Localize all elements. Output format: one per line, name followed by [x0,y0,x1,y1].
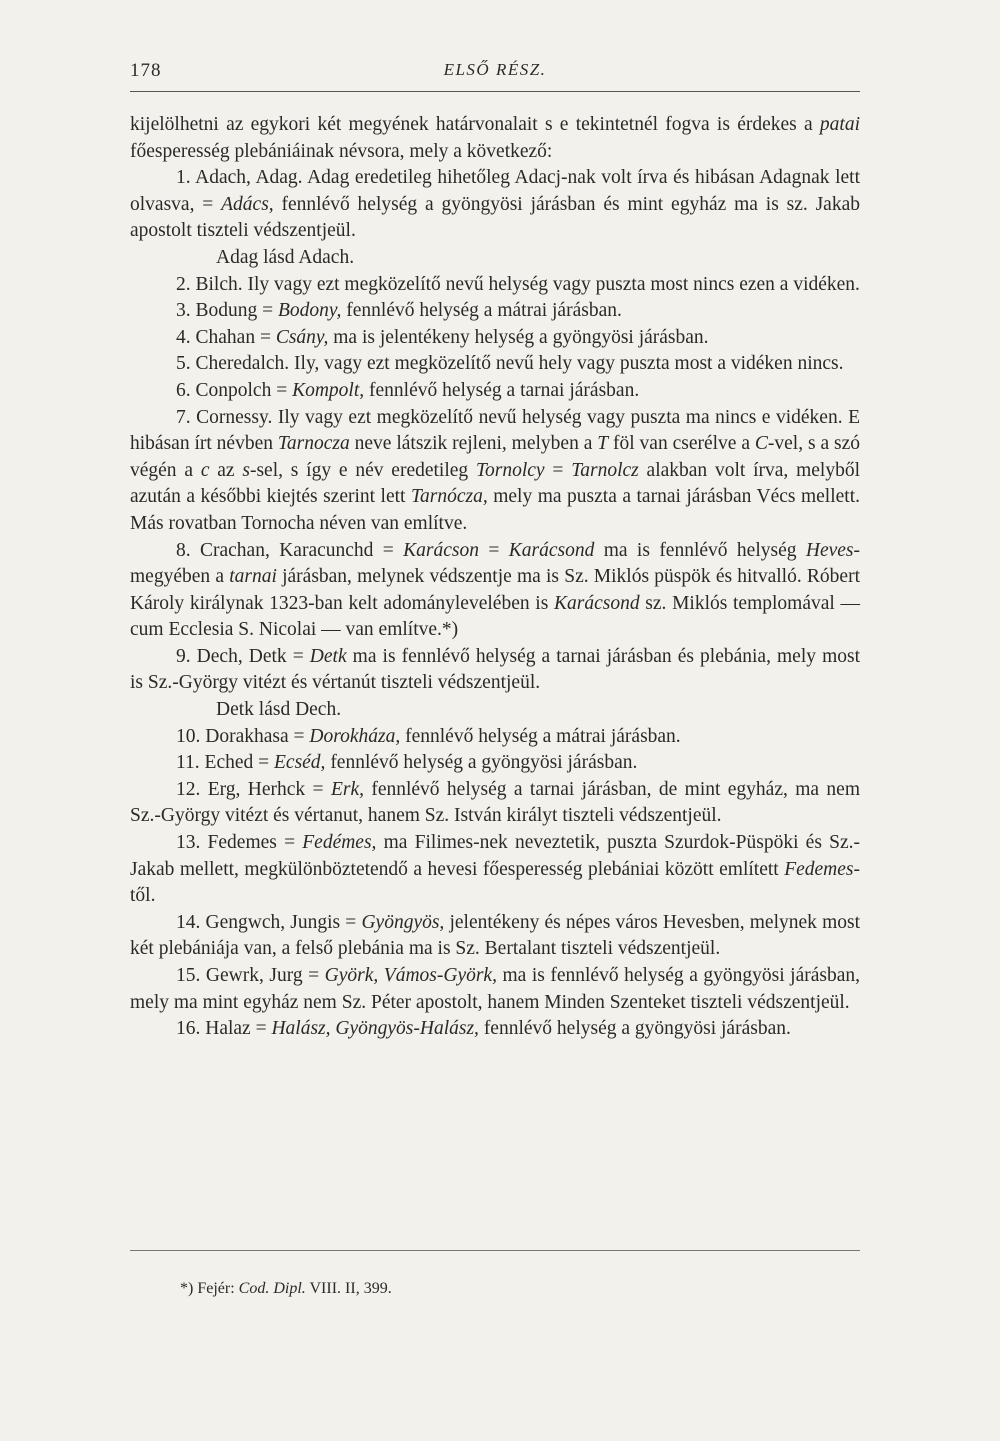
entry-3 [130,298,860,325]
italic-text-run: Bodony, [278,300,342,322]
entry-11 [130,750,860,777]
text-run: jelentékeny és népes város Hevesben, melynek most két plebániája van, a felső plebánia ma is Sz. Bertalant tiszteli védszentjeül. [130,911,860,960]
text-run: alakban volt írva, melyből azután a későbbi kiejtés szerint lett [130,459,861,508]
italic-text-run: Karácson [403,539,480,561]
entry-14 [130,910,860,963]
text-run: föl van cserélve a [608,433,755,455]
text-run: fennlévő helység a tarnai járásban, de mint egyház, ma nem Sz.-György vitézt és vértanut, hanem Sz. István királyt tiszteli védszentjeül. [130,778,861,827]
italic-text-run: Heves- [805,539,860,561]
italic-text-run: Tarnócza, [410,486,488,508]
footnote-rule [130,1250,860,1251]
italic-text-run: Cod. Dipl. [238,1280,306,1297]
italic-text-run: Karácsond [553,592,640,614]
entry-8 [130,538,860,644]
text-run: 14. Gengwch, Jungis = [176,911,362,933]
text-run: -vel, s a szó végén a [130,433,860,481]
text-run: 3. Bodung = [176,300,279,322]
text-run: 8. Crachan, Karacunchd = [176,539,404,561]
entry-16 [130,1016,860,1043]
italic-text-run: Ecséd, [274,752,326,774]
text-run: az [209,459,243,481]
text-run: 15. Gewrk, Jurg = [176,965,325,986]
text-run: = [544,459,572,481]
cross-reference-detk [130,697,860,724]
text-run: ma is fennlévő helység a tarnai járásban és plebánia, mely most is Sz.-György vitézt és vértanút tiszteli védszentjeül. [130,645,860,694]
text-run: ma is fennlévő helység [594,539,806,561]
text-run: Detk lásd Dech. [216,699,342,721]
italic-text-run: c [200,459,210,481]
entry-7 [130,405,860,538]
text-run: 9. Dech, Detk = [176,645,310,667]
text-run: főesperesség plebániáinak névsora, mely a következő: [130,140,553,162]
text-run: -sel, s így e név eredetileg [249,459,476,481]
italic-text-run: Kompolt, [292,379,365,401]
italic-text-run: Vámos-Györk, [383,965,497,986]
italic-text-run: Karácsond [508,539,595,561]
text-run: 4. Chahan = [176,326,276,348]
entry-1 [130,165,860,245]
italic-text-run: Gyöngyös, [361,911,445,933]
entry-15 [130,963,860,1016]
italic-text-run: Gyöngyös-Halász, [335,1018,479,1040]
italic-text-run: Adács, [221,193,274,215]
italic-text-run: Tornolcy [475,459,545,481]
text-run: ma is fennlévő helység a gyöngyösi járásban, mely ma mint egyház nem Sz. Péter apostolt, hanem Minden Szenteket tiszteli védszentjeül. [130,965,861,1013]
italic-text-run: C [754,433,768,455]
italic-text-run: Erk, [330,778,364,800]
text-run: fennlévő helység a gyöngyösi járásban és mint egyház ma is sz. Jakab apostolt tiszteli védszentjeül. [130,193,860,242]
page-number: 178 [130,60,162,81]
text-run: ma is jelentékeny helység a gyöngyösi járásban. [328,326,709,348]
text-run: megyében a [130,566,230,588]
text-run: kijelölhetni az egykori két megyének határvonalait s e tekintetnél fogva is érdekes a [130,114,820,135]
text-run: 16. Halaz = [176,1018,272,1040]
text-run: VIII. II, 399. [305,1280,392,1297]
italic-text-run: Csány, [275,326,329,348]
text-run: 2. Bilch. Ily vagy ezt megközelítő nevű helység vagy puszta most nincs ezen a vidéken. [176,273,860,295]
text-run: ma Filimes-nek neveztetik, puszta Szurdok-Püspöki és Sz.-Jakab mellett, megkülönböztetendő a hevesi főesperesség plebániai között említett [130,832,860,880]
footnote [180,1280,392,1298]
italic-text-run: Tarnocza [277,433,350,455]
entry-5 [130,351,860,378]
page-header [130,60,860,88]
entry-6 [130,378,860,405]
text-run: 5. Cheredalch. Ily, vagy ezt megközelítő nevű hely vagy puszta most a vidéken nincs. [176,353,844,375]
text-run: fennlévő helység a gyöngyösi járásban. [478,1018,791,1040]
italic-text-run: patai [819,114,860,135]
text-run: járásban, melynek védszentje ma is Sz. Miklós püspök és hitvalló. Róbert Károly királynak 1323-ban kelt adománylevelében is [130,566,860,614]
entry-4 [130,325,860,352]
italic-text-run: T [597,433,609,455]
text-run: mely ma puszta a tarnai járásban Vécs mellett. Más rovatban Tornocha néven van említve. [130,486,860,534]
text-run: 13. Fedemes = [176,832,303,854]
text-run: 10. Dorakhasa = [176,725,310,747]
text-run: = [479,539,509,561]
italic-text-run: Györk, [324,965,379,986]
body-text [130,112,860,1043]
text-run: 1. Adach, Adag. Adag eredetileg hihetőleg Adacj-nak volt írva és hibásan Adagnak lett olvasva, = [130,167,860,215]
running-title: ELSŐ RÉSZ. [443,60,547,79]
text-run: 11. Eched = [176,752,274,774]
italic-text-run: Tarnolcz [571,459,639,481]
text-run: 6. Conpolch = [176,379,293,401]
text-run: neve látszik rejleni, melyben a [349,433,598,455]
italic-text-run: Fedemes [784,858,854,880]
text-run: 12. Erg, Herhck = [176,778,331,800]
italic-text-run: tarnai [229,566,277,588]
text-run: Adag lásd Adach. [216,246,355,268]
entry-12 [130,777,860,830]
text-run: fennlévő helység a mátrai járásban. [400,725,681,747]
entry-2 [130,272,860,299]
text-run: fennlévő helység a gyöngyösi járásban. [325,752,638,774]
text-run: *) Fejér: [180,1280,239,1297]
entry-13 [130,830,860,910]
header-rule [130,91,860,92]
entry-9 [130,644,860,697]
italic-text-run: s [242,459,250,481]
italic-text-run: Dorokháza, [309,725,401,747]
italic-text-run: Halász, [271,1018,331,1040]
text-run: fennlévő helység a mátrai járásban. [341,300,622,322]
text-run: fennlévő helység a tarnai járásban. [364,379,640,401]
italic-text-run: Detk [309,645,347,667]
text-run: 7. Cornessy. Ily vagy ezt megközelítő nevű helység vagy puszta ma nincs e vidéken. E hibásan írt névben [130,406,860,455]
text-run: -től. [130,858,860,907]
cross-reference-adag [130,245,860,272]
italic-text-run: Fedémes, [302,832,377,854]
paragraph-intro [130,112,860,165]
text-run: sz. Miklós templomával — cum Ecclesia S. Nicolai — van említve.*) [130,592,861,641]
entry-10 [130,724,860,751]
